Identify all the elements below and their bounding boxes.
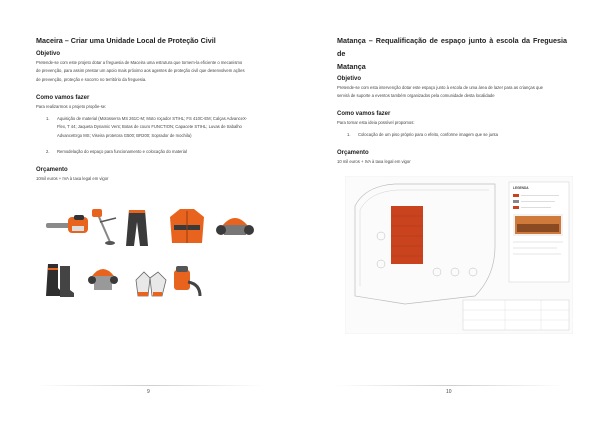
- objetivo-line: Pretende-se com este projeto dotar a freguesia de Maceira uma estrutura que tornem-la eficiente o mecanismo: [36, 60, 243, 65]
- blower-image: [170, 262, 202, 298]
- objetivo-line: de prevenção, proteção e socorro no território da freguesia.: [36, 76, 147, 82]
- brushcutter-image: [90, 206, 118, 246]
- boots-image: [44, 262, 76, 298]
- jacket-image: [168, 207, 206, 247]
- page-number: 9: [147, 389, 150, 395]
- list-item: [46, 148, 272, 156]
- como-heading: Como vamos fazer: [337, 111, 391, 117]
- chainsaw-image: [44, 212, 92, 238]
- list-number: 2.: [46, 149, 50, 154]
- list-line: Aquisição de material (Motosserra MS 261C-M; Moto roçador STIHL; FS 410C-EM; Calças AdvanceX-: [57, 116, 248, 121]
- helmet-visor-image: [88, 262, 118, 296]
- page-title: [337, 34, 567, 73]
- right-page: [300, 0, 600, 424]
- list-number: 1.: [46, 116, 50, 121]
- como-intro: Para realizarmos o projeto propõe-se:: [36, 104, 107, 109]
- list-line: AdvanceErgo MS; Viseira protetora G500; BR200; Soprador de mochila): [57, 132, 192, 138]
- list-number: 1.: [347, 132, 351, 137]
- title-line: Matança – Requalificação de espaço junto à escola da Freguesia de: [337, 36, 567, 58]
- list-item: [347, 131, 568, 139]
- list-item: [46, 115, 272, 140]
- como-heading: Como vamos fazer: [36, 95, 90, 101]
- title-line: Matança: [337, 62, 366, 71]
- objetivo-text: [36, 59, 276, 84]
- page-title: Maceira – Criar uma Unidade Local de Proteção Civil: [36, 36, 216, 45]
- orcamento-heading: Orçamento: [36, 167, 68, 173]
- objetivo-heading: Objetivo: [36, 51, 61, 57]
- list-line: Flex, T 44; Jaqueta Dynamic Vent; Botas de couro FUNCTION; Capacete STIHL; Luvas de trabalho: [57, 124, 242, 130]
- orcamento-text: 10mil euros + IVA à taxa legal em vigor: [36, 176, 109, 181]
- footer-rule: [36, 385, 264, 386]
- orcamento-heading: Orçamento: [337, 150, 369, 156]
- list-line: Colocação de um piso próprio para o efeito, conforme imagem que se junta: [358, 132, 498, 137]
- como-intro: Para tornar esta ideia possível propomos:: [337, 120, 415, 125]
- objetivo-line: de prevenção, para assim prestar um apoio mais próximo aos agentes de proteção civil que desenvolvem ações: [36, 68, 245, 74]
- gloves-image: [134, 270, 168, 298]
- site-plan-image: [345, 176, 573, 334]
- list-line: Remodelação do espaço para funcionamento e colocação do material: [57, 149, 187, 154]
- orcamento-text: 10 mil euros + IVA à taxa legal em vigor: [337, 159, 411, 164]
- footer-rule: [336, 385, 564, 386]
- objetivo-text: [337, 84, 572, 101]
- trousers-image: [124, 208, 150, 248]
- page-number: 10: [446, 389, 452, 395]
- legend-title: LEGENDA: [513, 186, 529, 190]
- play-floor-area: [391, 206, 423, 264]
- objetivo-heading: Objetivo: [337, 76, 362, 82]
- helmet-image: [216, 210, 254, 242]
- objetivo-line: servirá de suporte a eventos também organizados pela comunidade desta localidade: [337, 93, 495, 99]
- objetivo-line: Pretende-se com esta intervenção dotar este espaço junto à escola de uma área de lazer para as crianças que: [337, 85, 544, 90]
